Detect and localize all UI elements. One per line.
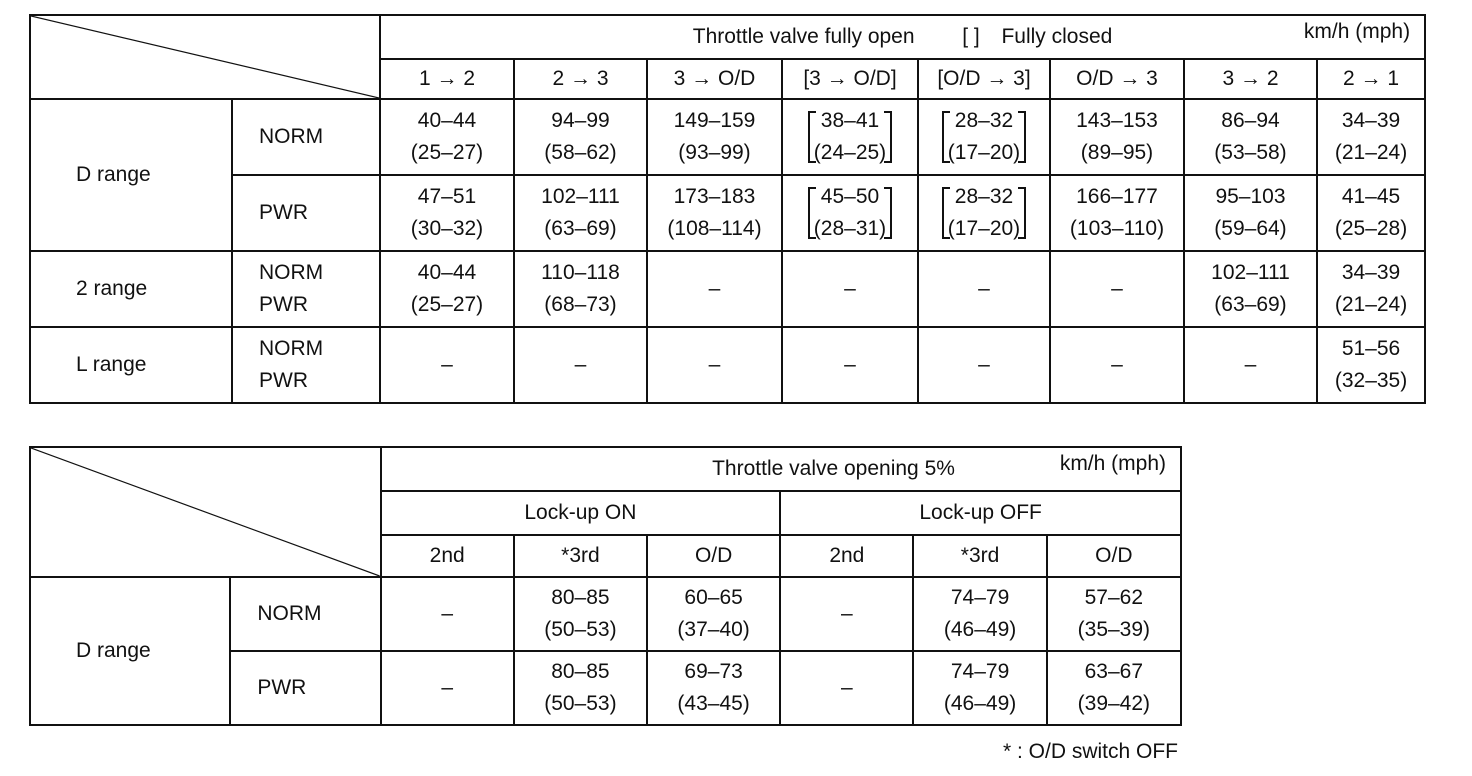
mode-pwr: PWR	[259, 293, 308, 316]
speed-mph: (17–20)	[947, 217, 1021, 240]
speed-cell	[381, 651, 514, 725]
no-value: –	[844, 353, 856, 376]
header-title: Throttle valve fully open	[692, 25, 915, 48]
speed-mph: (43–45)	[677, 692, 750, 715]
diagonal-line	[31, 16, 379, 98]
speed-mph: (63–69)	[1214, 293, 1287, 316]
speed-cell	[647, 99, 782, 175]
speed-cell	[780, 577, 913, 651]
speed-mph: (59–64)	[1214, 217, 1287, 240]
column-header: O/D → 3	[1050, 59, 1184, 99]
speed-mph: (21–24)	[1334, 141, 1408, 164]
mode-norm: NORM	[259, 337, 324, 360]
closed-throttle-bracket	[942, 181, 1026, 245]
speed-cell	[647, 651, 780, 725]
speed-mph: (68–73)	[544, 293, 617, 316]
speed-cell	[913, 577, 1046, 651]
speed-cell	[514, 251, 647, 327]
no-value: –	[1111, 353, 1123, 376]
speed-kmh: 41–45	[1341, 185, 1401, 208]
speed-cell	[514, 651, 647, 725]
mode-label: NORM	[230, 577, 380, 651]
speed-cell	[380, 99, 514, 175]
table1-header	[380, 15, 1425, 59]
lockup-off-header: Lock-up OFF	[780, 491, 1181, 535]
speed-cell	[1047, 577, 1181, 651]
speed-mph: (93–99)	[678, 141, 751, 164]
speed-cell	[918, 175, 1050, 251]
speed-mph: (50–53)	[544, 692, 617, 715]
speed-mph: (53–58)	[1214, 141, 1287, 164]
speed-kmh: 143–153	[1076, 109, 1158, 132]
speed-cell	[380, 327, 514, 403]
speed-cell	[647, 251, 782, 327]
speed-cell	[1047, 651, 1181, 725]
speed-kmh: 40–44	[417, 109, 477, 132]
column-header: *3rd	[913, 535, 1046, 577]
speed-kmh: 80–85	[551, 660, 610, 683]
speed-kmh: 45–50	[820, 185, 880, 208]
no-value: –	[978, 277, 990, 300]
speed-cell	[1317, 251, 1425, 327]
closed-throttle-bracket	[808, 181, 892, 245]
column-header: O/D	[1047, 535, 1181, 577]
speed-kmh: 34–39	[1341, 109, 1401, 132]
speed-mph: (58–62)	[544, 141, 617, 164]
speed-cell	[380, 251, 514, 327]
table-row	[30, 175, 1425, 251]
speed-cell	[381, 577, 514, 651]
column-header: [O/D → 3]	[918, 59, 1050, 99]
shift-speed-table-full-throttle	[29, 14, 1426, 404]
range-label: D range	[30, 99, 232, 251]
header-title: Throttle valve opening 5%	[712, 457, 955, 480]
header-closed: Fully closed	[1001, 25, 1113, 48]
header-bracket: [ ]	[962, 25, 980, 48]
unit-label: km/h (mph)	[1059, 452, 1166, 475]
speed-kmh: 28–32	[954, 185, 1014, 208]
no-value: –	[441, 602, 454, 625]
speed-mph: (30–32)	[410, 217, 484, 240]
mode-label	[232, 251, 380, 327]
no-value: –	[441, 676, 454, 699]
corner-diagonal-cell	[30, 447, 381, 577]
speed-kmh: 60–65	[684, 586, 743, 609]
speed-kmh: 80–85	[551, 586, 610, 609]
speed-kmh: 102–111	[1211, 261, 1290, 284]
speed-kmh: 69–73	[684, 660, 743, 683]
speed-cell	[647, 327, 782, 403]
speed-mph: (32–35)	[1334, 369, 1408, 392]
speed-mph: (63–69)	[544, 217, 617, 240]
table-row	[30, 577, 1181, 651]
speed-cell	[1317, 99, 1425, 175]
speed-mph: (25–27)	[410, 141, 484, 164]
speed-cell	[1184, 251, 1317, 327]
range-label: 2 range	[30, 251, 232, 327]
column-header: [3 → O/D]	[782, 59, 918, 99]
column-header: *3rd	[514, 535, 647, 577]
table-row	[30, 327, 1425, 403]
range-label: D range	[30, 577, 230, 725]
speed-mph: (28–31)	[813, 217, 887, 240]
speed-kmh: 63–67	[1084, 660, 1144, 683]
speed-kmh: 47–51	[417, 185, 477, 208]
shift-speed-table-5pct-throttle	[29, 446, 1182, 726]
speed-cell	[780, 651, 913, 725]
speed-kmh: 94–99	[551, 109, 610, 132]
speed-kmh: 40–44	[417, 261, 477, 284]
speed-kmh: 102–111	[541, 185, 620, 208]
column-header: O/D	[647, 535, 780, 577]
column-header: 3 → O/D	[647, 59, 782, 99]
speed-mph: (50–53)	[544, 618, 617, 641]
mode-label: PWR	[230, 651, 380, 725]
speed-kmh: 28–32	[954, 109, 1014, 132]
speed-kmh: 34–39	[1341, 261, 1401, 284]
column-header: 1 → 2	[380, 59, 514, 99]
speed-kmh: 166–177	[1076, 185, 1158, 208]
speed-kmh: 38–41	[820, 109, 880, 132]
speed-cell	[1184, 175, 1317, 251]
speed-kmh: 74–79	[950, 660, 1010, 683]
column-header: 3 → 2	[1184, 59, 1317, 99]
speed-mph: (108–114)	[667, 217, 762, 240]
speed-mph: (25–27)	[410, 293, 484, 316]
speed-cell	[1050, 99, 1184, 175]
speed-kmh: 149–159	[673, 109, 756, 132]
mode-label: NORM	[232, 99, 380, 175]
no-value: –	[574, 353, 587, 376]
speed-kmh: 57–62	[1084, 586, 1144, 609]
no-value: –	[1244, 353, 1257, 376]
no-value: –	[841, 676, 853, 699]
speed-kmh: 95–103	[1215, 185, 1286, 208]
speed-cell	[647, 577, 780, 651]
table-row	[30, 251, 1425, 327]
diagonal-line	[31, 448, 380, 576]
speed-cell	[782, 327, 918, 403]
speed-mph: (46–49)	[943, 692, 1017, 715]
table2-header	[381, 447, 1181, 491]
speed-mph: (25–28)	[1334, 217, 1408, 240]
speed-kmh: 110–118	[541, 261, 620, 284]
speed-mph: (17–20)	[947, 141, 1021, 164]
column-header: 2nd	[381, 535, 514, 577]
table-row	[30, 99, 1425, 175]
speed-cell	[1317, 327, 1425, 403]
column-header: 2nd	[780, 535, 913, 577]
mode-label: PWR	[232, 175, 380, 251]
speed-cell	[514, 99, 647, 175]
mode-norm: NORM	[259, 261, 324, 284]
speed-cell	[1050, 175, 1184, 251]
range-label: L range	[30, 327, 232, 403]
speed-mph: (46–49)	[943, 618, 1017, 641]
speed-cell	[782, 251, 918, 327]
speed-kmh: 173–183	[673, 185, 756, 208]
mode-pwr: PWR	[259, 369, 308, 392]
speed-kmh: 86–94	[1221, 109, 1280, 132]
speed-cell	[918, 327, 1050, 403]
no-value: –	[978, 353, 990, 376]
speed-cell	[647, 175, 782, 251]
speed-mph: (37–40)	[677, 618, 750, 641]
speed-cell	[514, 577, 647, 651]
speed-cell	[514, 175, 647, 251]
footnote: * : O/D switch OFF	[1002, 740, 1178, 763]
speed-cell	[913, 651, 1046, 725]
speed-cell	[1050, 327, 1184, 403]
speed-cell	[1184, 327, 1317, 403]
speed-cell	[918, 251, 1050, 327]
closed-throttle-bracket	[808, 105, 892, 169]
speed-cell	[1184, 99, 1317, 175]
unit-label: km/h (mph)	[1303, 20, 1411, 43]
speed-mph: (21–24)	[1334, 293, 1408, 316]
column-header: 2 → 1	[1317, 59, 1425, 99]
speed-cell	[514, 327, 647, 403]
speed-cell	[380, 175, 514, 251]
no-value: –	[841, 602, 853, 625]
no-value: –	[441, 353, 453, 376]
mode-label	[232, 327, 380, 403]
no-value: –	[708, 277, 721, 300]
closed-throttle-bracket	[942, 105, 1026, 169]
speed-cell	[1050, 251, 1184, 327]
speed-mph: (39–42)	[1077, 692, 1151, 715]
no-value: –	[1111, 277, 1123, 300]
no-value: –	[844, 277, 856, 300]
speed-cell	[782, 175, 918, 251]
speed-kmh: 74–79	[950, 586, 1010, 609]
speed-mph: (24–25)	[813, 141, 887, 164]
corner-diagonal-cell	[30, 15, 380, 99]
speed-mph: (103–110)	[1069, 217, 1165, 240]
speed-cell	[918, 99, 1050, 175]
speed-mph: (89–95)	[1080, 141, 1154, 164]
speed-cell	[1317, 175, 1425, 251]
speed-kmh: 51–56	[1341, 337, 1401, 360]
speed-mph: (35–39)	[1077, 618, 1151, 641]
column-header: 2 → 3	[514, 59, 647, 99]
speed-cell	[782, 99, 918, 175]
lockup-on-header: Lock-up ON	[381, 491, 781, 535]
no-value: –	[708, 353, 721, 376]
